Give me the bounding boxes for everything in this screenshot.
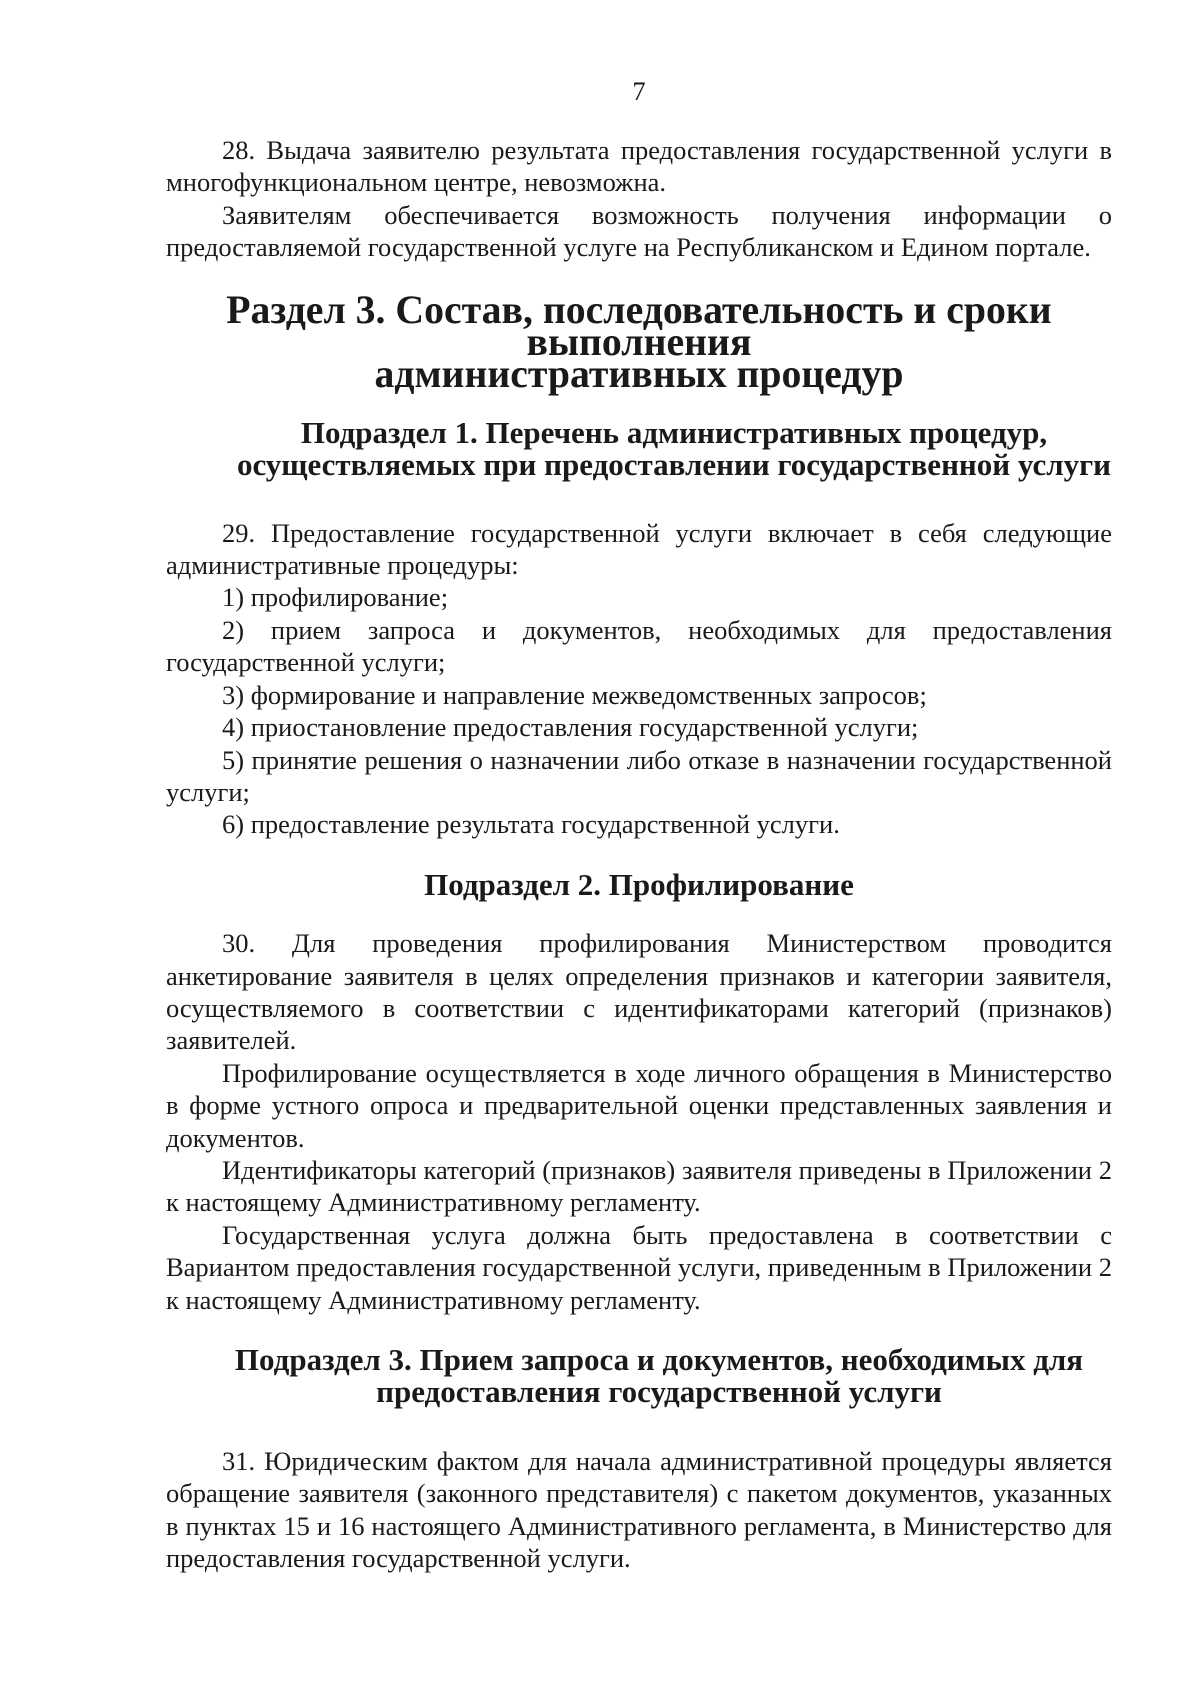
procedure-item-1: 1) профилирование; — [222, 582, 449, 613]
procedure-item-4: 4) приостановление предоставления государственной услуги; — [222, 712, 919, 743]
procedure-item-3: 3) формирование и направление межведомственных запросов; — [222, 679, 927, 710]
procedure-item-5: 5) принятие решения о назначении либо отказе в назначении государственной услуги; — [166, 744, 1112, 807]
subsection-1-heading — [166, 414, 1112, 483]
subsection-2-heading — [166, 866, 1112, 902]
section-3-heading-line-2: административных процедур — [374, 352, 904, 397]
paragraph-30-identifiers: Идентификаторы категорий (признаков) заявителя приведены в Приложении 2 к настоящему Административному регламенту. — [166, 1154, 1112, 1218]
paragraph-30-survey: 30. Для проведения профилирования Министерством проводится анкетирование заявителя в целях определения признаков и категории заявителя, осуществляемого в соответствии с идентификаторами категорий (признаков) заявителей. — [166, 928, 1112, 1056]
section-3-heading — [166, 287, 1112, 397]
document-page — [166, 74, 1112, 1574]
paragraph-30-profiling: Профилирование осуществляется в ходе личного обращения в Министерство в форме устного опроса и предварительной оценки представленных заявления и документов. — [166, 1057, 1112, 1153]
subsection-3-heading-line-1: Подраздел 3. Прием запроса и документов, необходимых для — [234, 1342, 1084, 1377]
subsection-3-heading-line-2: предоставления государственной услуги — [376, 1374, 942, 1410]
page-number: 7 — [632, 76, 646, 106]
procedure-item-2: 2) прием запроса и документов, необходимых для предоставления государственной услуги; — [166, 614, 1112, 678]
subsection-1-heading-line-1: Подраздел 1. Перечень административных процедур, — [300, 414, 1048, 450]
procedure-item-6: 6) предоставление результата государственной услуги. — [222, 809, 840, 840]
paragraph-30-variant: Государственная услуга должна быть предоставлена в соответствии с Вариантом предоставления государственной услуги, приведенным в Приложении 2 к настоящему Административному регламенту. — [166, 1219, 1112, 1315]
paragraph-28-issuance: 28. Выдача заявителю результата предоставления государственной услуги в многофункциональном центре, невозможна. — [166, 135, 1112, 198]
subsection-2-heading-line-1: Подраздел 2. Профилирование — [424, 866, 854, 902]
subsection-3-heading — [166, 1344, 1112, 1409]
paragraph-29: 29. Предоставление государственной услуги включает в себя следующие административные процедуры: — [166, 517, 1112, 581]
paragraph-28-information: Заявителям обеспечивается возможность получения информации о предоставляемой государственной услуге на Республиканском и Едином портале. — [166, 199, 1112, 263]
section-3-heading-line-1: Раздел 3. Состав, последовательность и сроки выполнения — [226, 287, 1052, 365]
paragraph-31: 31. Юридическим фактом для начала административной процедуры является обращение заявителя (законного представителя) с пакетом документов, указанных в пунктах 15 и 16 настоящего Административного регламента, в Министерство для предоставления государственной услуги. — [166, 1445, 1112, 1574]
subsection-1-heading-line-2: осуществляемых при предоставлении государственной услуги — [236, 447, 1112, 483]
